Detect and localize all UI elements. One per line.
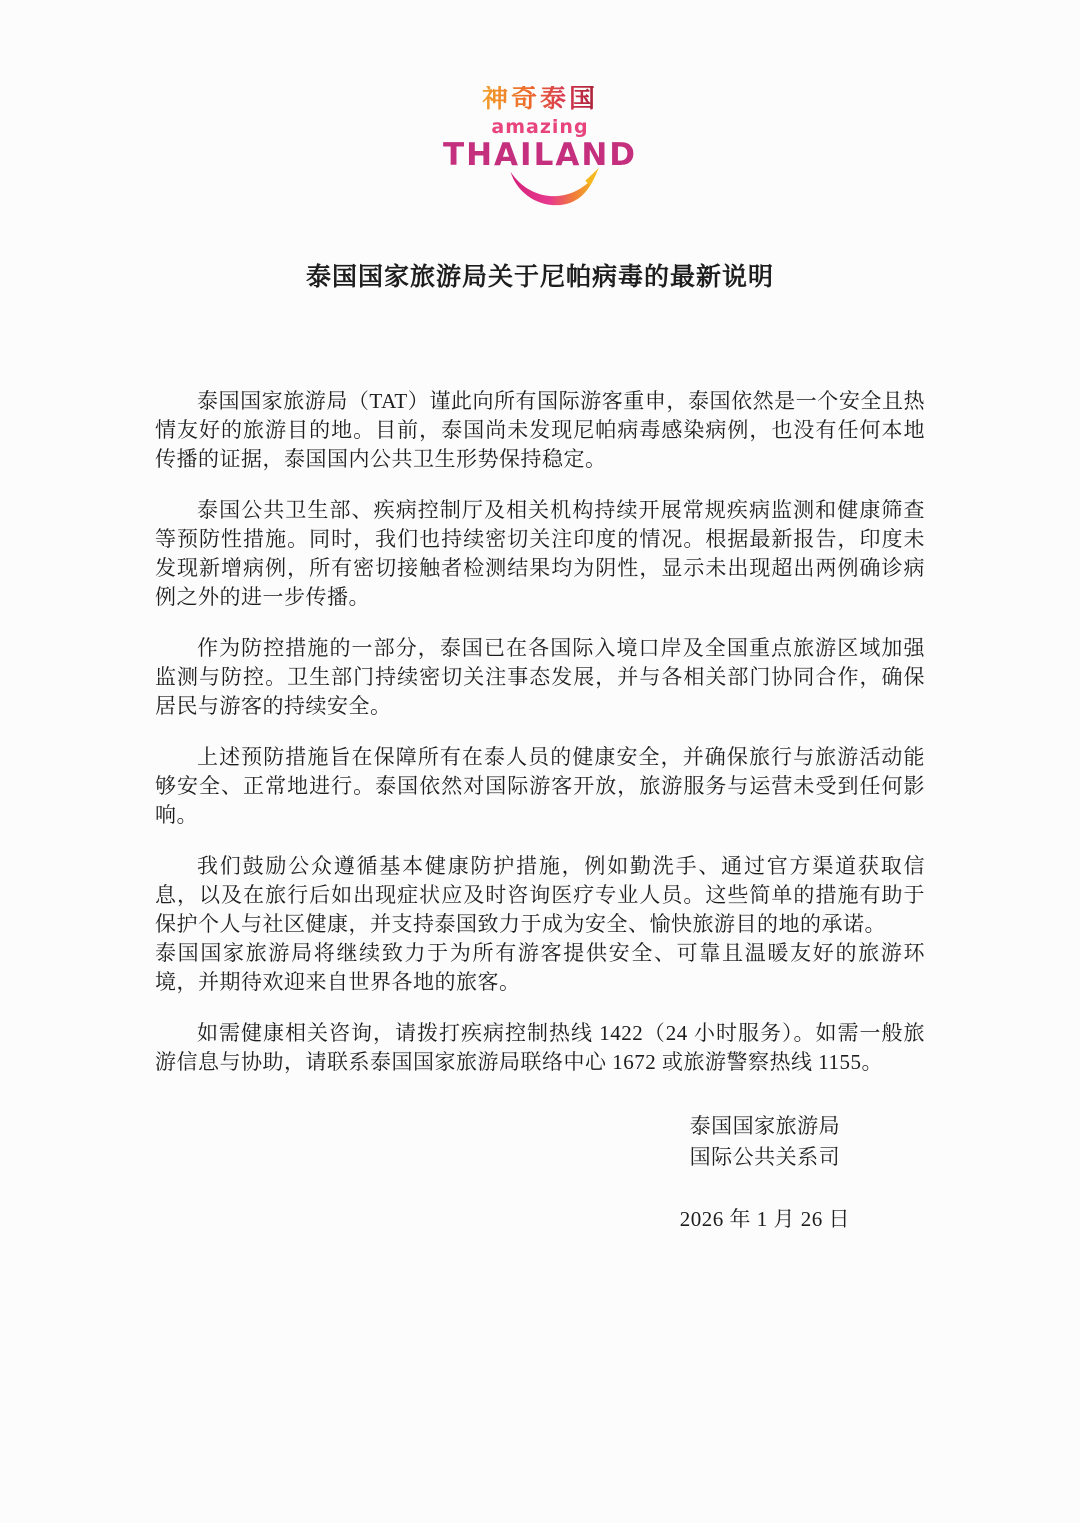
signature-org: 泰国国家旅游局 [689, 1114, 841, 1138]
paragraph-5-continuation: 泰国国家旅游局将继续致力于为所有游客提供安全、可靠且温暖友好的旅游环境，并期待欢迎来自世界各地的旅客。 [155, 941, 925, 994]
logo-chinese-text: 神奇泰国 [481, 84, 598, 114]
logo-thailand-text: THAILAND [442, 137, 638, 173]
thailand-swoosh-icon [495, 167, 613, 209]
signature-dept: 国际公共关系司 [689, 1145, 841, 1169]
paragraph-3: 作为防控措施的一部分，泰国已在各国际入境口岸及全国重点旅游区域加强监测与防控。卫生部门持续密切关注事态发展，并与各相关部门协同合作，确保居民与游客的持续安全。 [155, 636, 925, 718]
page-title: 泰国国家旅游局关于尼帕病毒的最新说明 [305, 264, 774, 291]
logo-amazing-text: amazing [491, 116, 589, 138]
signature-block [680, 1111, 850, 1235]
paragraph-5: 我们鼓励公众遵循基本健康防护措施，例如勤洗手、通过官方渠道获取信息，以及在旅行后如出现症状应及时咨询医疗专业人员。这些简单的措施有助于保护个人与社区健康，并支持泰国致力于成为安全、愉快旅游目的地的承诺。 [155, 854, 925, 936]
paragraph-6-hotlines: 如需健康相关咨询，请拨打疾病控制热线 1422（24 小时服务）。如需一般旅游信息与协助，请联系泰国国家旅游局联络中心 1672 或旅游警察热线 1155。 [155, 1021, 925, 1074]
paragraph-4: 上述预防措施旨在保障所有在泰人员的健康安全，并确保旅行与旅游活动能够安全、正常地进行。泰国依然对国际游客开放，旅游服务与运营未受到任何影响。 [155, 745, 925, 827]
amazing-thailand-logo [0, 0, 1080, 209]
paragraph-2: 泰国公共卫生部、疾病控制厅及相关机构持续开展常规疾病监测和健康筛查等预防性措施。同时，我们也持续密切关注印度的情况。根据最新报告，印度未发现新增病例，所有密切接触者检测结果均为阴性，显示未出现超出两例确诊病例之外的进一步传播。 [155, 498, 925, 609]
paragraph-1: 泰国国家旅游局（TAT）谨此向所有国际游客重申，泰国依然是一个安全且热情友好的旅游目的地。目前，泰国尚未发现尼帕病毒感染病例，也没有任何本地传播的证据，泰国国内公共卫生形势保持稳定。 [155, 389, 925, 471]
document-body [0, 387, 1080, 1077]
signature-date: 2026 年 1 月 26 日 [679, 1207, 850, 1231]
